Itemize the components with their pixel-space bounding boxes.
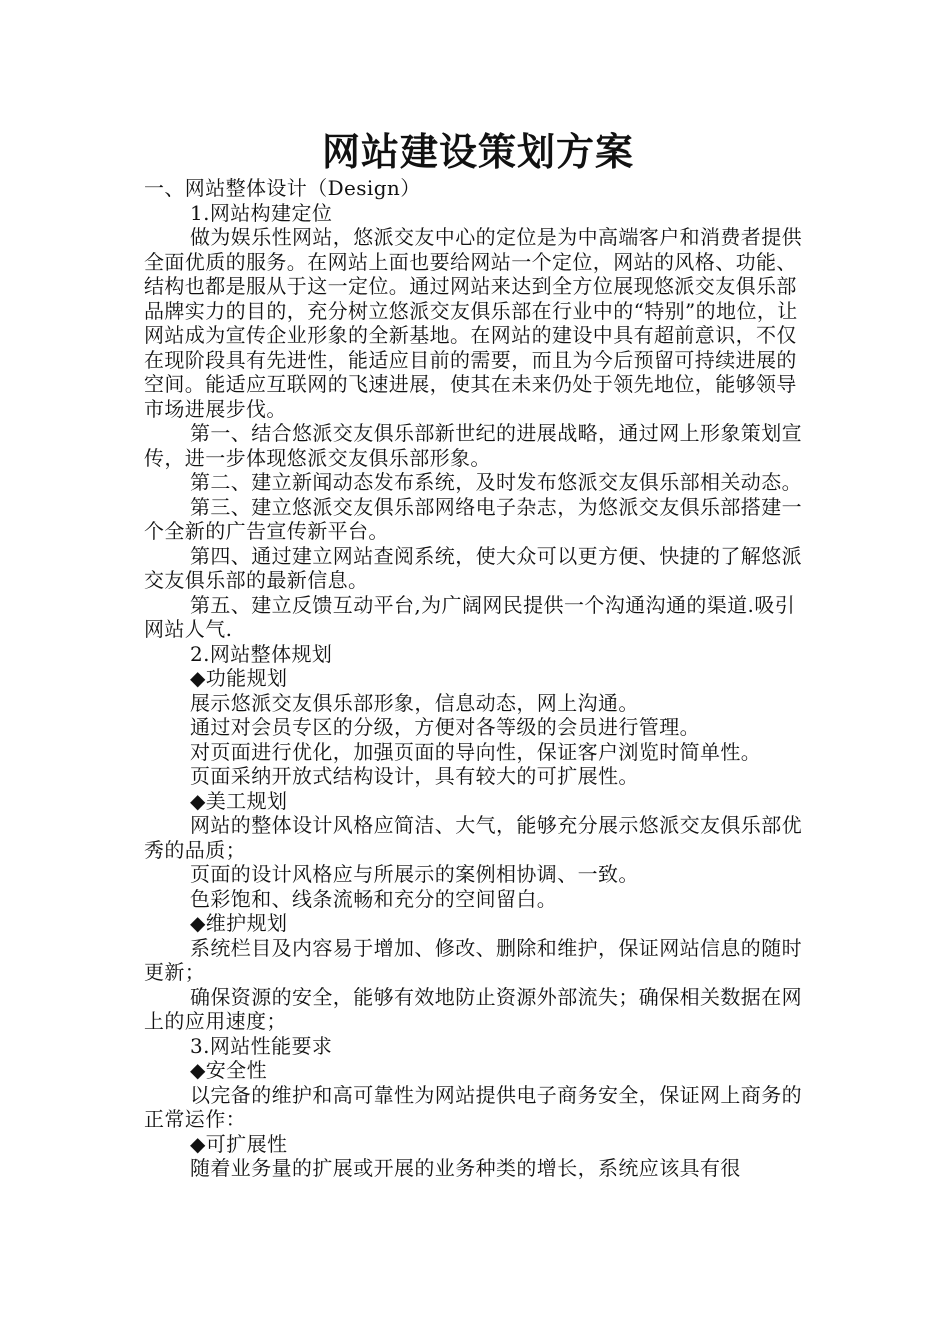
paragraph: 网站的整体设计风格应简洁、大气，能够充分展示悠派交友俱乐部优秀的品质； (144, 813, 802, 862)
paragraph: ◆美工规划 (190, 788, 288, 813)
paragraph: 页面的设计风格应与所展示的案例相协调、一致。 (190, 862, 639, 886)
paragraph: 随着业务量的扩展或开展的业务种类的增长，系统应该具有很 (190, 1156, 741, 1180)
paragraph: 3.网站性能要求 (190, 1033, 333, 1058)
paragraph: 系统栏目及内容易于增加、修改、删除和维护，保证网站信息的随时更新； (144, 935, 802, 984)
paragraph: 第一、结合悠派交友俱乐部新世纪的进展战略，通过网上形象策划宣传，进一步体现悠派交友俱乐部形象。 (144, 421, 802, 470)
paragraph: 2.网站整体规划 (190, 641, 333, 666)
paragraph: 一、网站整体设计（Design） (144, 176, 421, 200)
paragraph: 页面采纳开放式结构设计，具有较大的可扩展性。 (190, 764, 639, 788)
paragraph: 以完备的维护和高可靠性为网站提供电子商务安全，保证网上商务的正常运作： (144, 1082, 802, 1131)
paragraph: 确保资源的安全，能够有效地防止资源外部流失；确保相关数据在网上的应用速度； (144, 984, 802, 1033)
paragraph: 色彩饱和、线条流畅和充分的空间留白。 (190, 886, 558, 911)
document-body (144, 176, 812, 1181)
paragraph: 第五、建立反馈互动平台,为广阔网民提供一个沟通沟通的渠道.吸引网站人气. (144, 592, 796, 641)
paragraph: ◆安全性 (190, 1058, 267, 1082)
paragraph: ◆可扩展性 (190, 1131, 288, 1156)
paragraph: 第三、建立悠派交友俱乐部网络电子杂志，为悠派交友俱乐部搭建一个全新的广告宣传新平台。 (144, 494, 802, 543)
paragraph: 做为娱乐性网站，悠派交友中心的定位是为中高端客户和消费者提供全面优质的服务。在网站上面也要给网站一个定位，网站的风格、功能、结构也都是服从于这一定位。通过网站来达到全方位展现悠派交友俱乐部品牌实力的目的，充分树立悠派交友俱乐部在行业中的“特别”的地位，让网站成为宣传企业形象的全新基地。在网站的建设中具有超前意识，不仅在现阶段具有先进性，能适应目前的需要，而且为今后预留可持续进展的空间。能适应互联网的飞速进展，使其在未来仍处于领先地位，能够领导市场进展步伐。 (144, 225, 802, 421)
document-title: 网站建设策划方案 (321, 129, 634, 174)
paragraph: 第二、建立新闻动态发布系统，及时发布悠派交友俱乐部相关动态。 (190, 470, 802, 494)
paragraph: ◆维护规划 (190, 911, 288, 935)
paragraph: 对页面进行优化，加强页面的导向性，保证客户浏览时简单性。 (190, 739, 762, 764)
paragraph: 通过对会员专区的分级，方便对各等级的会员进行管理。 (190, 715, 700, 739)
paragraph: 1.网站构建定位 (190, 200, 333, 225)
paragraph: 第四、通过建立网站查阅系统，使大众可以更方便、快捷的了解悠派交友俱乐部的最新信息。 (144, 543, 802, 592)
document-page (144, 128, 812, 1181)
paragraph: 展示悠派交友俱乐部形象，信息动态，网上沟通。 (190, 690, 639, 715)
paragraph: ◆功能规划 (190, 666, 288, 690)
